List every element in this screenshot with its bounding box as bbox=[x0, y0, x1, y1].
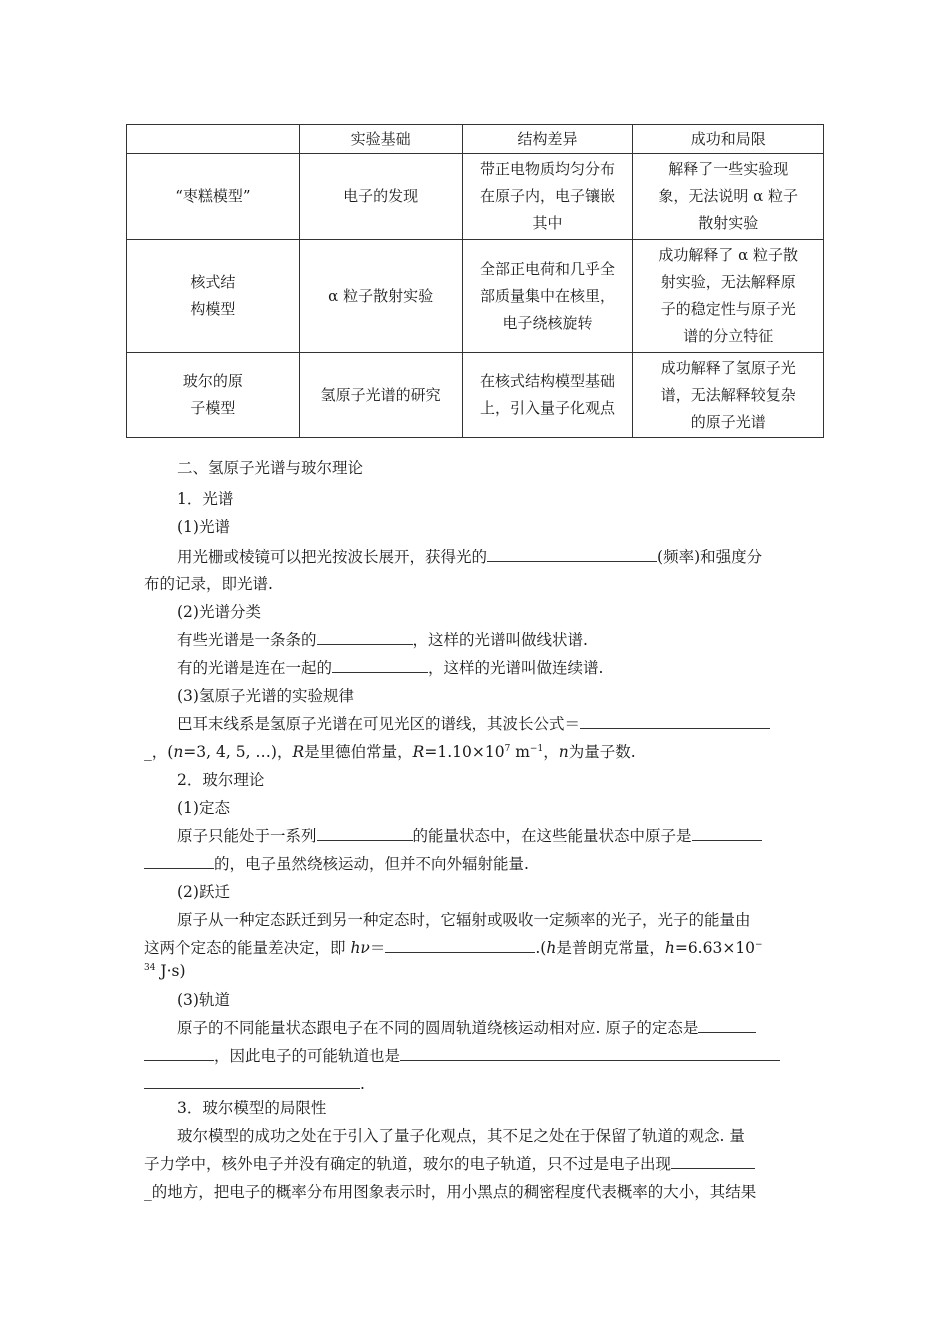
subsection-heading: (1)定态 bbox=[177, 799, 230, 817]
paragraph-line bbox=[177, 712, 770, 734]
text: 子力学中，核外电子并没有确定的轨道，玻尔的电子轨道，只不过是电子出现 bbox=[144, 1155, 672, 1173]
text: 是普朗克常量， bbox=[556, 939, 665, 957]
exponent: 34 bbox=[144, 962, 156, 973]
text: 用光栅或棱镜可以把光按波长展开，获得光的 bbox=[177, 548, 488, 566]
text: m bbox=[510, 743, 530, 761]
text: ，因此电子的可能轨道也是 bbox=[214, 1047, 401, 1065]
subsection-heading: 1．光谱 bbox=[177, 490, 234, 508]
answer-blank[interactable] bbox=[698, 1016, 756, 1033]
text: 为量子数. bbox=[568, 743, 636, 761]
table-cell: α 粒子散射实验 bbox=[299, 240, 462, 353]
table-cell: 电子的发现 bbox=[299, 154, 462, 240]
variable: h bbox=[664, 939, 675, 957]
table-cell: 玻尔的原 子模型 bbox=[127, 353, 300, 438]
text: J·s) bbox=[155, 962, 186, 980]
paragraph-line bbox=[177, 1016, 756, 1038]
table-cell: 解释了一些实验现 象，无法说明 α 粒子 散射实验 bbox=[633, 154, 824, 240]
table-cell: 带正电物质均匀分布 在原子内，电子镶嵌 其中 bbox=[462, 154, 633, 240]
paragraph-line: _的地方，把电子的概率分布用图象表示时，用小黑点的稠密程度代表概率的大小，其结果 bbox=[144, 1183, 757, 1201]
table-cell: 成功解释了 α 粒子散 射实验，无法解释原 子的稳定性与原子光 谱的分立特征 bbox=[633, 240, 824, 353]
answer-blank[interactable] bbox=[144, 852, 214, 869]
text: .( bbox=[535, 939, 547, 957]
text: 的能量状态中，在这些能量状态中原子是 bbox=[412, 827, 692, 845]
paragraph-line bbox=[144, 740, 636, 762]
subsection-heading: (3)轨道 bbox=[177, 991, 230, 1009]
variable: hν bbox=[350, 939, 370, 957]
answer-blank[interactable] bbox=[317, 628, 413, 645]
table-cell: 成功解释了氢原子光 谱，无法解释较复杂 的原子光谱 bbox=[633, 353, 824, 438]
exponent: −1 bbox=[529, 743, 544, 754]
paragraph-line bbox=[144, 1044, 780, 1066]
text: =6.63×10 bbox=[674, 939, 756, 957]
paragraph-line bbox=[144, 852, 529, 874]
variable: n bbox=[558, 743, 569, 761]
subsection-heading: (1)光谱 bbox=[177, 518, 230, 536]
text: 这两个定态的能量差决定，即 bbox=[144, 939, 351, 957]
paragraph-line bbox=[177, 628, 588, 650]
text: 原子的不同能量状态跟电子在不同的圆周轨道绕核运动相对应. 原子的定态是 bbox=[177, 1019, 699, 1037]
table-cell: 氢原子光谱的研究 bbox=[299, 353, 462, 438]
text: =1.10×10 bbox=[424, 743, 505, 761]
table-header bbox=[127, 125, 300, 154]
answer-blank[interactable] bbox=[671, 1152, 755, 1169]
subsection-heading: 3．玻尔模型的局限性 bbox=[177, 1099, 327, 1117]
section-heading: 二、氢原子光谱与玻尔理论 bbox=[177, 459, 364, 477]
text: ，这样的光谱叫做连续谱. bbox=[428, 659, 604, 677]
table-cell: “枣糕模型” bbox=[127, 154, 300, 240]
answer-blank[interactable] bbox=[692, 824, 762, 841]
text: 是里德伯常量， bbox=[304, 743, 413, 761]
answer-blank[interactable] bbox=[487, 545, 657, 562]
table-cell: 核式结 构模型 bbox=[127, 240, 300, 353]
answer-blank[interactable] bbox=[317, 824, 413, 841]
paragraph-line bbox=[177, 545, 762, 567]
text: _，( bbox=[144, 743, 174, 761]
text: 有些光谱是一条条的 bbox=[177, 631, 317, 649]
exponent: 7 bbox=[504, 743, 511, 754]
text: 巴耳末线系是氢原子光谱在可见光区的谱线，其波长公式＝ bbox=[177, 715, 581, 733]
answer-blank[interactable] bbox=[400, 1044, 780, 1061]
text: ＝ bbox=[369, 939, 386, 957]
paragraph-line bbox=[144, 1152, 755, 1174]
text: 原子只能处于一系列 bbox=[177, 827, 317, 845]
variable: n bbox=[173, 743, 184, 761]
table-cell: 在核式结构模型基础 上，引入量子化观点 bbox=[462, 353, 633, 438]
variable: h bbox=[546, 939, 557, 957]
table-row bbox=[127, 240, 824, 353]
answer-blank[interactable] bbox=[144, 1072, 360, 1089]
table-row bbox=[127, 154, 824, 240]
exponent: − bbox=[755, 939, 763, 950]
paragraph-line bbox=[144, 936, 763, 958]
table-header: 成功和局限 bbox=[633, 125, 824, 154]
text: . bbox=[360, 1075, 365, 1093]
atomic-model-table bbox=[126, 124, 824, 438]
answer-blank[interactable] bbox=[144, 1044, 214, 1061]
table-header: 结构差异 bbox=[462, 125, 633, 154]
paragraph-line bbox=[177, 824, 762, 846]
answer-blank[interactable] bbox=[385, 936, 535, 953]
paragraph-line: 布的记录，即光谱. bbox=[144, 575, 273, 593]
text: =3, 4, 5, …)， bbox=[183, 743, 293, 761]
subsection-heading: (3)氢原子光谱的实验规律 bbox=[177, 687, 354, 705]
text: 有的光谱是连在一起的 bbox=[177, 659, 333, 677]
paragraph-line bbox=[144, 1072, 365, 1093]
paragraph-line: 玻尔模型的成功之处在于引入了量子化观点，其不足之处在于保留了轨道的观念. 量 bbox=[177, 1127, 745, 1145]
text: 的，电子虽然绕核运动，但并不向外辐射能量. bbox=[214, 855, 529, 873]
text: ， bbox=[543, 743, 559, 761]
text: ，这样的光谱叫做线状谱. bbox=[412, 631, 588, 649]
answer-blank[interactable] bbox=[332, 656, 428, 673]
subsection-heading: (2)光谱分类 bbox=[177, 603, 261, 621]
subsection-heading: 2．玻尔理论 bbox=[177, 771, 265, 789]
table-cell: 全部正电荷和几乎全 部质量集中在核里， 电子绕核旋转 bbox=[462, 240, 633, 353]
table-row bbox=[127, 353, 824, 438]
paragraph-line bbox=[144, 962, 186, 980]
table-header: 实验基础 bbox=[299, 125, 462, 154]
paragraph-line: 原子从一种定态跃迁到另一种定态时，它辐射或吸收一定频率的光子，光子的能量由 bbox=[177, 911, 751, 929]
variable: R bbox=[412, 743, 425, 761]
answer-blank[interactable] bbox=[580, 712, 770, 729]
table-header-row bbox=[127, 125, 824, 154]
paragraph-line bbox=[177, 656, 603, 678]
subsection-heading: (2)跃迁 bbox=[177, 883, 230, 901]
text: (频率)和强度分 bbox=[657, 548, 763, 566]
variable: R bbox=[292, 743, 305, 761]
